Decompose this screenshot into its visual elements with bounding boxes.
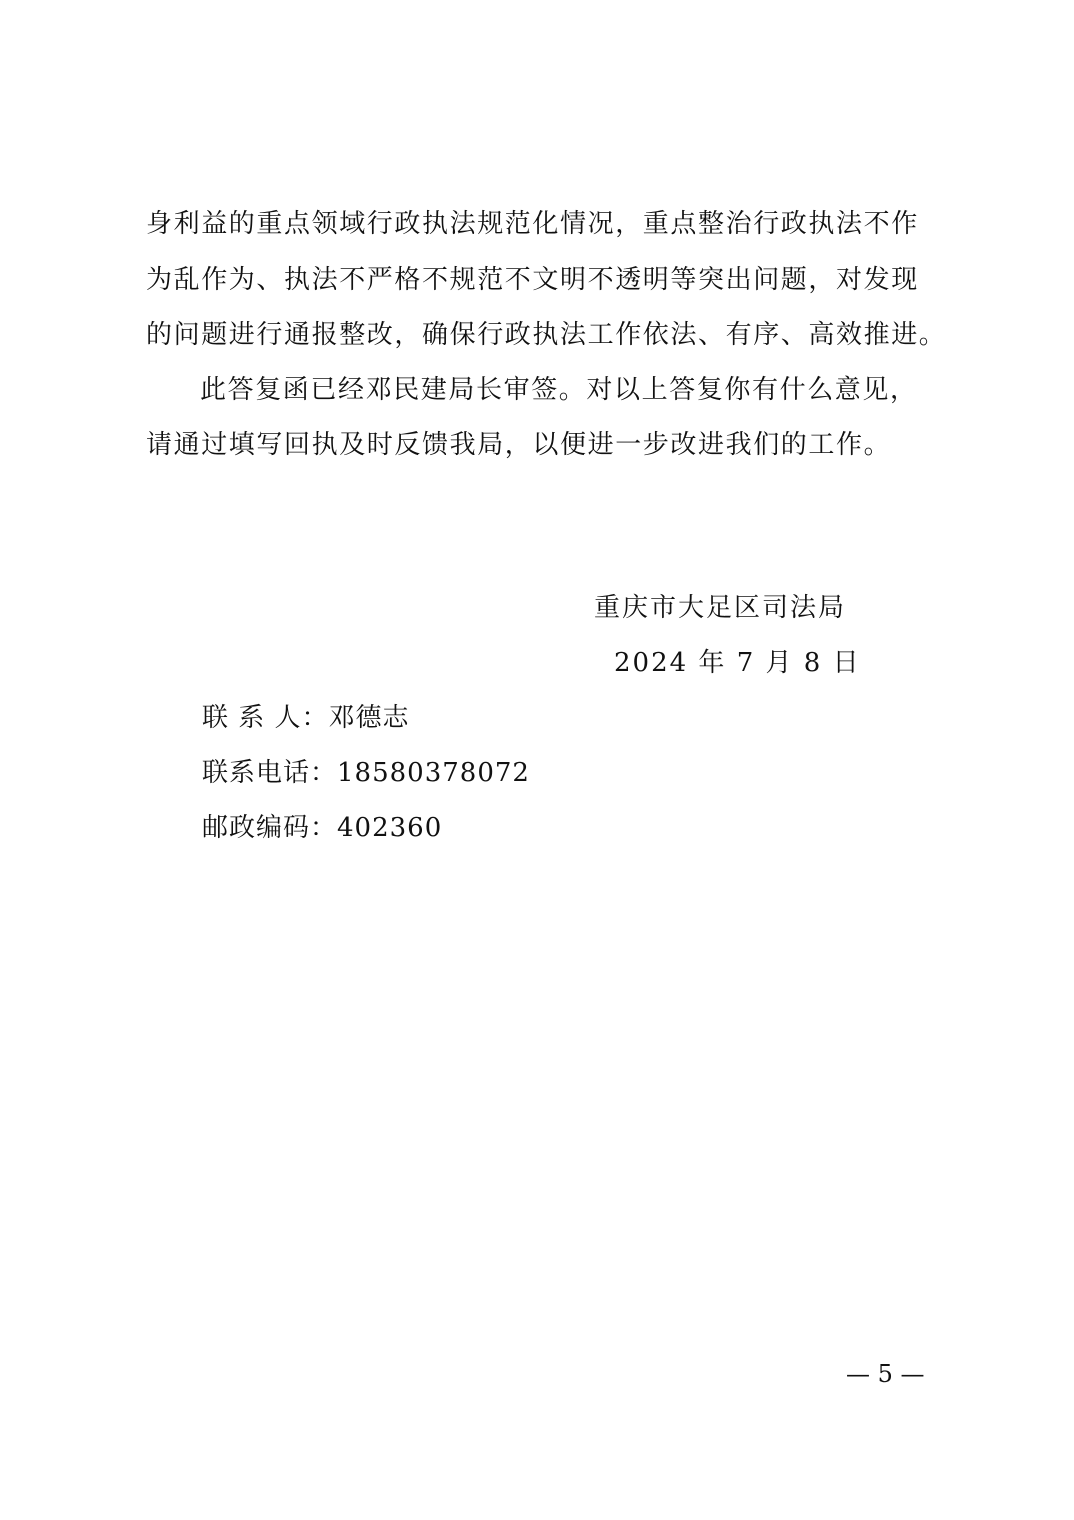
- signature-date: 2024 年 7 月 8 日: [614, 648, 861, 678]
- body-line-3: 的问题进行通报整改，确保行政执法工作依法、有序、高效推进。: [146, 320, 947, 350]
- body-line-2: 为乱作为、执法不严格不规范不文明不透明等突出问题，对发现: [146, 265, 919, 295]
- body-line-4: 此答复函已经邓民建局长审签。对以上答复你有什么意见，: [200, 375, 918, 405]
- body-line-5: 请通过填写回执及时反馈我局，以便进一步改进我们的工作。: [146, 430, 892, 460]
- body-line-1: 身利益的重点领域行政执法规范化情况，重点整治行政执法不作: [146, 209, 919, 239]
- contact-person: 联 系 人：邓德志: [202, 703, 410, 733]
- page-number: — 5 —: [846, 1360, 925, 1388]
- signature-organization: 重庆市大足区司法局: [594, 593, 847, 623]
- contact-postcode: 邮政编码：402360: [202, 813, 443, 843]
- contact-phone: 联系电话：18580378072: [202, 758, 530, 788]
